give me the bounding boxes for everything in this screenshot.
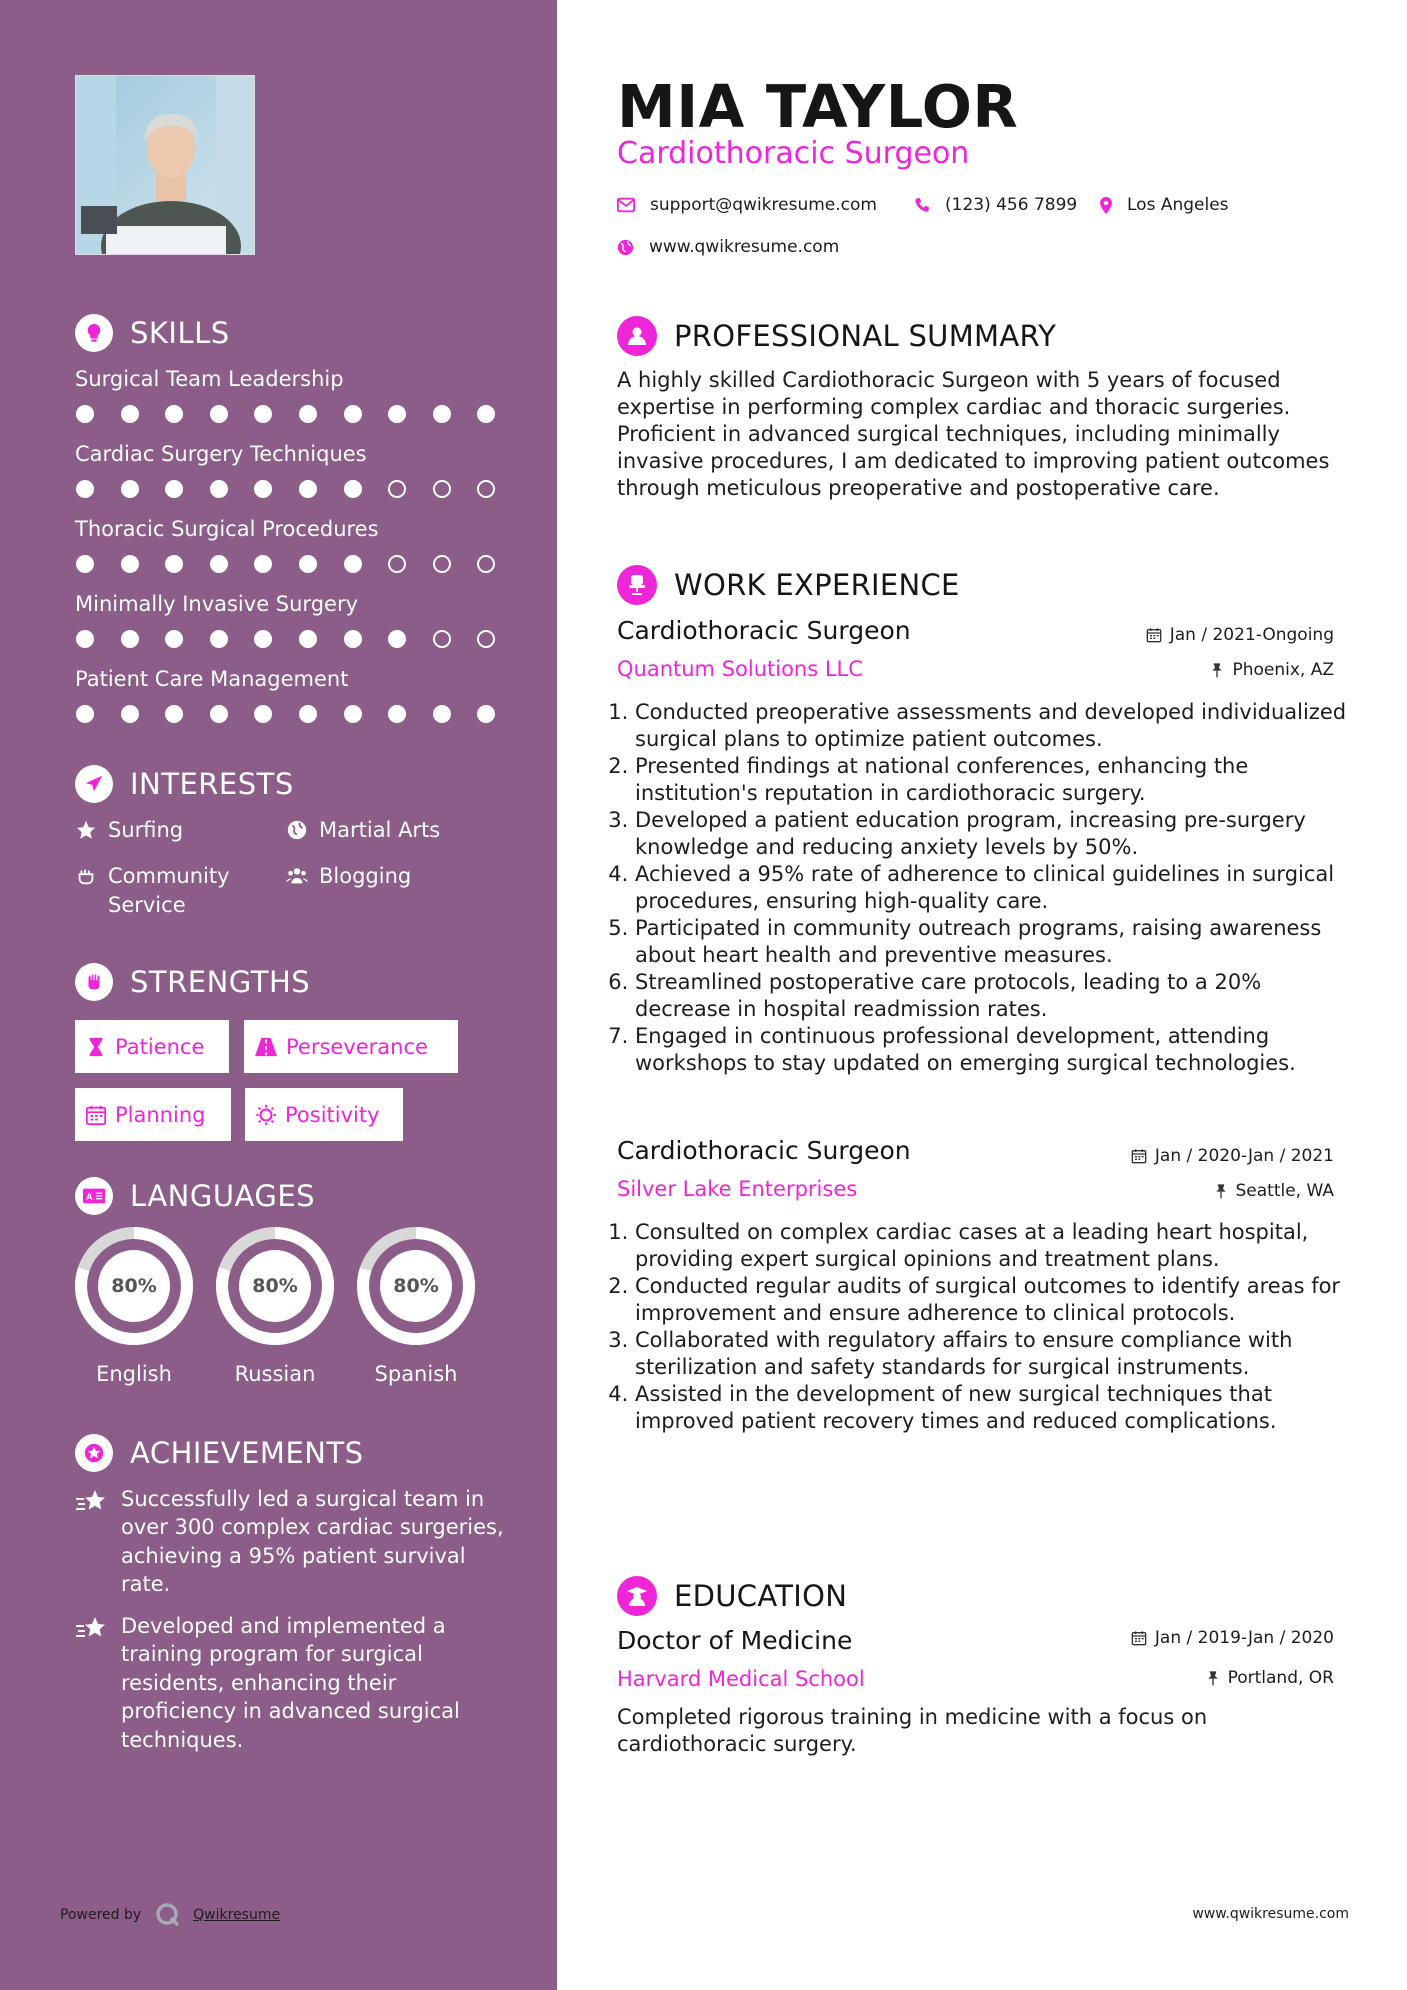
company-name: Silver Lake Enterprises [617,1177,858,1201]
graduate-icon [617,1576,657,1616]
location-text: Los Angeles [1127,195,1229,215]
rating-dot-filled [344,405,362,423]
achievement-text: Successfully led a surgical team in over 300 complex cardiac surgeries, achieving a 95% patient survival rate. [121,1487,504,1597]
svg-text:A: A [86,1191,93,1202]
job-location [1214,1181,1335,1201]
powered-by [60,1902,280,1928]
achievement-item [75,1612,505,1754]
hand-icon [75,865,97,887]
briefcase-chair-icon [617,565,657,605]
strength-label: Perseverance [286,1034,428,1059]
skill-rating [75,555,505,573]
rating-dot-empty [388,555,406,573]
language-item [356,1226,476,1386]
rating-dot-filled [344,480,362,498]
rating-dot-filled [121,555,139,573]
job-date-text: Jan / 2021-Ongoing [1169,625,1334,645]
sidebar [0,0,557,1990]
achievement-item [75,1485,505,1599]
rating-dot-filled [477,705,495,723]
rating-dot-filled [76,555,94,573]
job-date-text: Jan / 2020-Jan / 2021 [1154,1146,1334,1166]
responsibility-item: 2. Presented findings at national conferences, enhancing the institution's reputation in cardiothoracic surgery. [635,753,1347,807]
strength-badge [75,1020,229,1073]
job-responsibilities [617,1219,1347,1435]
achievement-text: Developed and implemented a training program for surgical residents, enhancing their proficiency in advanced surgical techniques. [121,1614,460,1752]
rating-dot-filled [299,555,317,573]
rating-dot-filled [76,705,94,723]
languages-heading [75,1177,315,1215]
map-pin-icon [1100,197,1112,214]
rating-dot-filled [165,705,183,723]
responsibility-item: 3. Developed a patient education program, increasing pre-surgery knowledge and reducing anxiety levels by 50%. [635,807,1347,861]
interest-label: Community Service [108,864,230,917]
email-text: support@qwikresume.com [650,195,877,215]
candidate-name: MIA TAYLOR [617,72,1019,141]
language-percent: 80% [252,1275,298,1297]
rating-dot-filled [344,630,362,648]
degree-title: Doctor of Medicine [617,1626,853,1655]
rating-dot-filled [254,705,272,723]
skill-item [75,592,505,648]
footer-url[interactable]: www.qwikresume.com [1192,1906,1349,1922]
strengths-title: STRENGTHS [130,965,311,999]
responsibility-item: 2. Conducted regular audits of surgical outcomes to identify areas for improvement and ensure adherence to clinical protocols. [635,1273,1347,1327]
qwikresume-logo-icon [155,1902,181,1928]
job-title: Cardiothoracic Surgeon [617,1136,911,1165]
education-title: EDUCATION [674,1579,848,1613]
skill-name: Patient Care Management [75,667,349,691]
skill-name: Thoracic Surgical Procedures [75,517,379,541]
rating-dot-empty [388,480,406,498]
responsibility-item: 4. Assisted in the development of new surgical techniques that improved patient recovery times and reduced complications. [635,1381,1347,1435]
globe-icon [286,819,308,841]
rating-dot-filled [299,480,317,498]
rating-dot-filled [254,555,272,573]
interest-label: Blogging [319,864,412,888]
strength-badge [244,1020,458,1073]
strength-badge [245,1088,403,1141]
strength-label: Planning [115,1102,206,1127]
interest-label: Martial Arts [319,818,441,842]
education-date-text: Jan / 2019-Jan / 2020 [1154,1628,1334,1648]
contact-email[interactable] [617,195,877,215]
pushpin-icon [1206,1670,1220,1686]
rating-dot-filled [299,705,317,723]
experience-heading [617,565,960,605]
strength-label: Patience [115,1034,205,1059]
language-item [74,1226,194,1386]
strength-label: Positivity [285,1102,380,1127]
rating-dot-filled [165,630,183,648]
education-heading [617,1576,847,1616]
summary-text: A highly skilled Cardiothoracic Surgeon with 5 years of focused expertise in performing complex cardiac and thoracic surgeries. Proficient in advanced surgical techniques, including minimally invasive procedures, I am dedicated to improving patient outcomes through meticulous preoperative and postoperative care. [617,368,1330,500]
rating-dot-empty [477,480,495,498]
calendar-icon [1146,627,1162,643]
rating-dot-filled [477,405,495,423]
profile-photo [75,75,255,255]
skill-name: Minimally Invasive Surgery [75,592,359,616]
interest-item [75,816,183,845]
rating-dot-filled [254,405,272,423]
rating-dot-filled [121,705,139,723]
interest-item [286,862,411,891]
qwikresume-link[interactable]: Qwikresume [193,1907,281,1923]
rating-dot-filled [254,630,272,648]
responsibility-item: 1. Consulted on complex cardiac cases at a leading heart hospital, providing expert surgical opinions and treatment plans. [635,1219,1347,1273]
contact-location [1100,195,1229,215]
skill-rating [75,480,505,498]
skills-title: SKILLS [130,316,230,350]
languages-title: LANGUAGES [130,1179,316,1213]
rating-dot-filled [121,405,139,423]
rating-dot-filled [76,405,94,423]
rating-dot-filled [388,630,406,648]
strength-badge [75,1088,231,1141]
skill-item [75,442,505,498]
responsibility-item: 3. Collaborated with regulatory affairs to ensure compliance with sterilization and safety standards for surgical instruments. [635,1327,1347,1381]
responsibility-item: 6. Streamlined postoperative care protocols, leading to a 20% decrease in hospital readmission rates. [635,969,1347,1023]
rating-dot-filled [210,405,228,423]
user-icon [617,316,657,356]
interests-title: INTERESTS [130,767,294,801]
candidate-role: Cardiothoracic Surgeon [617,136,970,171]
language-percent: 80% [393,1275,439,1297]
phone-icon [914,197,930,213]
sun-icon [255,1104,277,1126]
rating-dot-filled [210,705,228,723]
rating-dot-empty [433,480,451,498]
skill-name: Cardiac Surgery Techniques [75,442,367,466]
education-description: Completed rigorous training in medicine with a focus on cardiothoracic surgery. [617,1705,1208,1756]
responsibility-item: 4. Achieved a 95% rate of adherence to clinical guidelines in surgical procedures, ensuring high-quality care. [635,861,1347,915]
shooting-star-icon [75,1614,109,1644]
rating-dot-filled [299,405,317,423]
contact-website[interactable] [617,237,839,257]
experience-title: WORK EXPERIENCE [674,568,960,602]
achievements-heading [75,1434,364,1472]
rating-dot-empty [477,555,495,573]
pushpin-icon [1210,662,1224,678]
education-date [1131,1628,1334,1648]
lightbulb-icon [75,314,113,352]
rating-dot-filled [210,480,228,498]
rating-dot-filled [254,480,272,498]
rating-dot-empty [433,630,451,648]
calendar-icon [1131,1148,1147,1164]
rating-dot-filled [388,705,406,723]
rating-dot-filled [121,630,139,648]
skill-rating [75,705,505,723]
globe-icon [617,239,634,256]
language-percent: 80% [111,1275,157,1297]
language-icon [75,1177,113,1215]
interest-item [286,816,440,845]
school-name: Harvard Medical School [617,1667,865,1691]
skills-heading [75,314,230,352]
job-date [1131,1146,1334,1166]
skill-item [75,667,505,723]
calendar-icon [85,1104,107,1126]
interest-label: Surfing [108,818,184,842]
language-name: Russian [234,1362,316,1386]
rating-dot-filled [433,705,451,723]
interests-heading [75,765,294,803]
job-location [1210,660,1334,680]
skill-item [75,367,505,423]
fist-icon [75,963,113,1001]
rating-dot-filled [433,405,451,423]
skill-name: Surgical Team Leadership [75,367,344,391]
contact-phone[interactable] [914,195,1077,215]
paper-plane-icon [75,765,113,803]
strengths-heading [75,963,310,1001]
website-text: www.qwikresume.com [649,237,840,257]
summary-title: PROFESSIONAL SUMMARY [674,319,1057,353]
summary-heading [617,316,1056,356]
users-icon [286,865,308,887]
rating-dot-filled [165,555,183,573]
rating-dot-filled [210,555,228,573]
job-responsibilities [617,699,1347,1077]
achievements-title: ACHIEVEMENTS [130,1436,364,1470]
shooting-star-icon [75,1487,109,1517]
language-item [215,1226,335,1386]
skill-rating [75,405,505,423]
responsibility-item: 5. Participated in community outreach programs, raising awareness about heart health and preventive measures. [635,915,1347,969]
star-badge-icon [75,1434,113,1472]
powered-by-label: Powered by [60,1907,142,1923]
rating-dot-empty [433,555,451,573]
rating-dot-filled [344,705,362,723]
rating-dot-filled [344,555,362,573]
skill-rating [75,630,505,648]
rating-dot-filled [299,630,317,648]
hourglass-icon [85,1036,107,1058]
calendar-icon [1131,1630,1147,1646]
rating-dot-empty [477,630,495,648]
interest-item [75,862,265,920]
education-location-text: Portland, OR [1227,1668,1334,1688]
rating-dot-filled [210,630,228,648]
rating-dot-filled [121,480,139,498]
rating-dot-filled [165,405,183,423]
job-location-text: Phoenix, AZ [1232,660,1334,680]
rating-dot-filled [76,630,94,648]
language-name: Spanish [374,1362,458,1386]
job-title: Cardiothoracic Surgeon [617,616,911,645]
company-name: Quantum Solutions LLC [617,657,863,681]
star-icon [75,819,97,841]
phone-text: (123) 456 7899 [945,195,1078,215]
education-location [1206,1668,1334,1688]
rating-dot-filled [76,480,94,498]
job-location-text: Seattle, WA [1235,1181,1334,1201]
envelope-icon [617,197,635,213]
skill-item [75,517,505,573]
language-name: English [96,1362,172,1386]
responsibility-item: 1. Conducted preoperative assessments and developed individualized surgical plans to optimize patient outcomes. [635,699,1347,753]
rating-dot-filled [165,480,183,498]
pushpin-icon [1214,1183,1228,1199]
road-icon [254,1036,278,1058]
responsibility-item: 7. Engaged in continuous professional development, attending workshops to stay updated on emerging surgical technologies. [635,1023,1347,1077]
rating-dot-filled [388,405,406,423]
job-date [1146,625,1334,645]
